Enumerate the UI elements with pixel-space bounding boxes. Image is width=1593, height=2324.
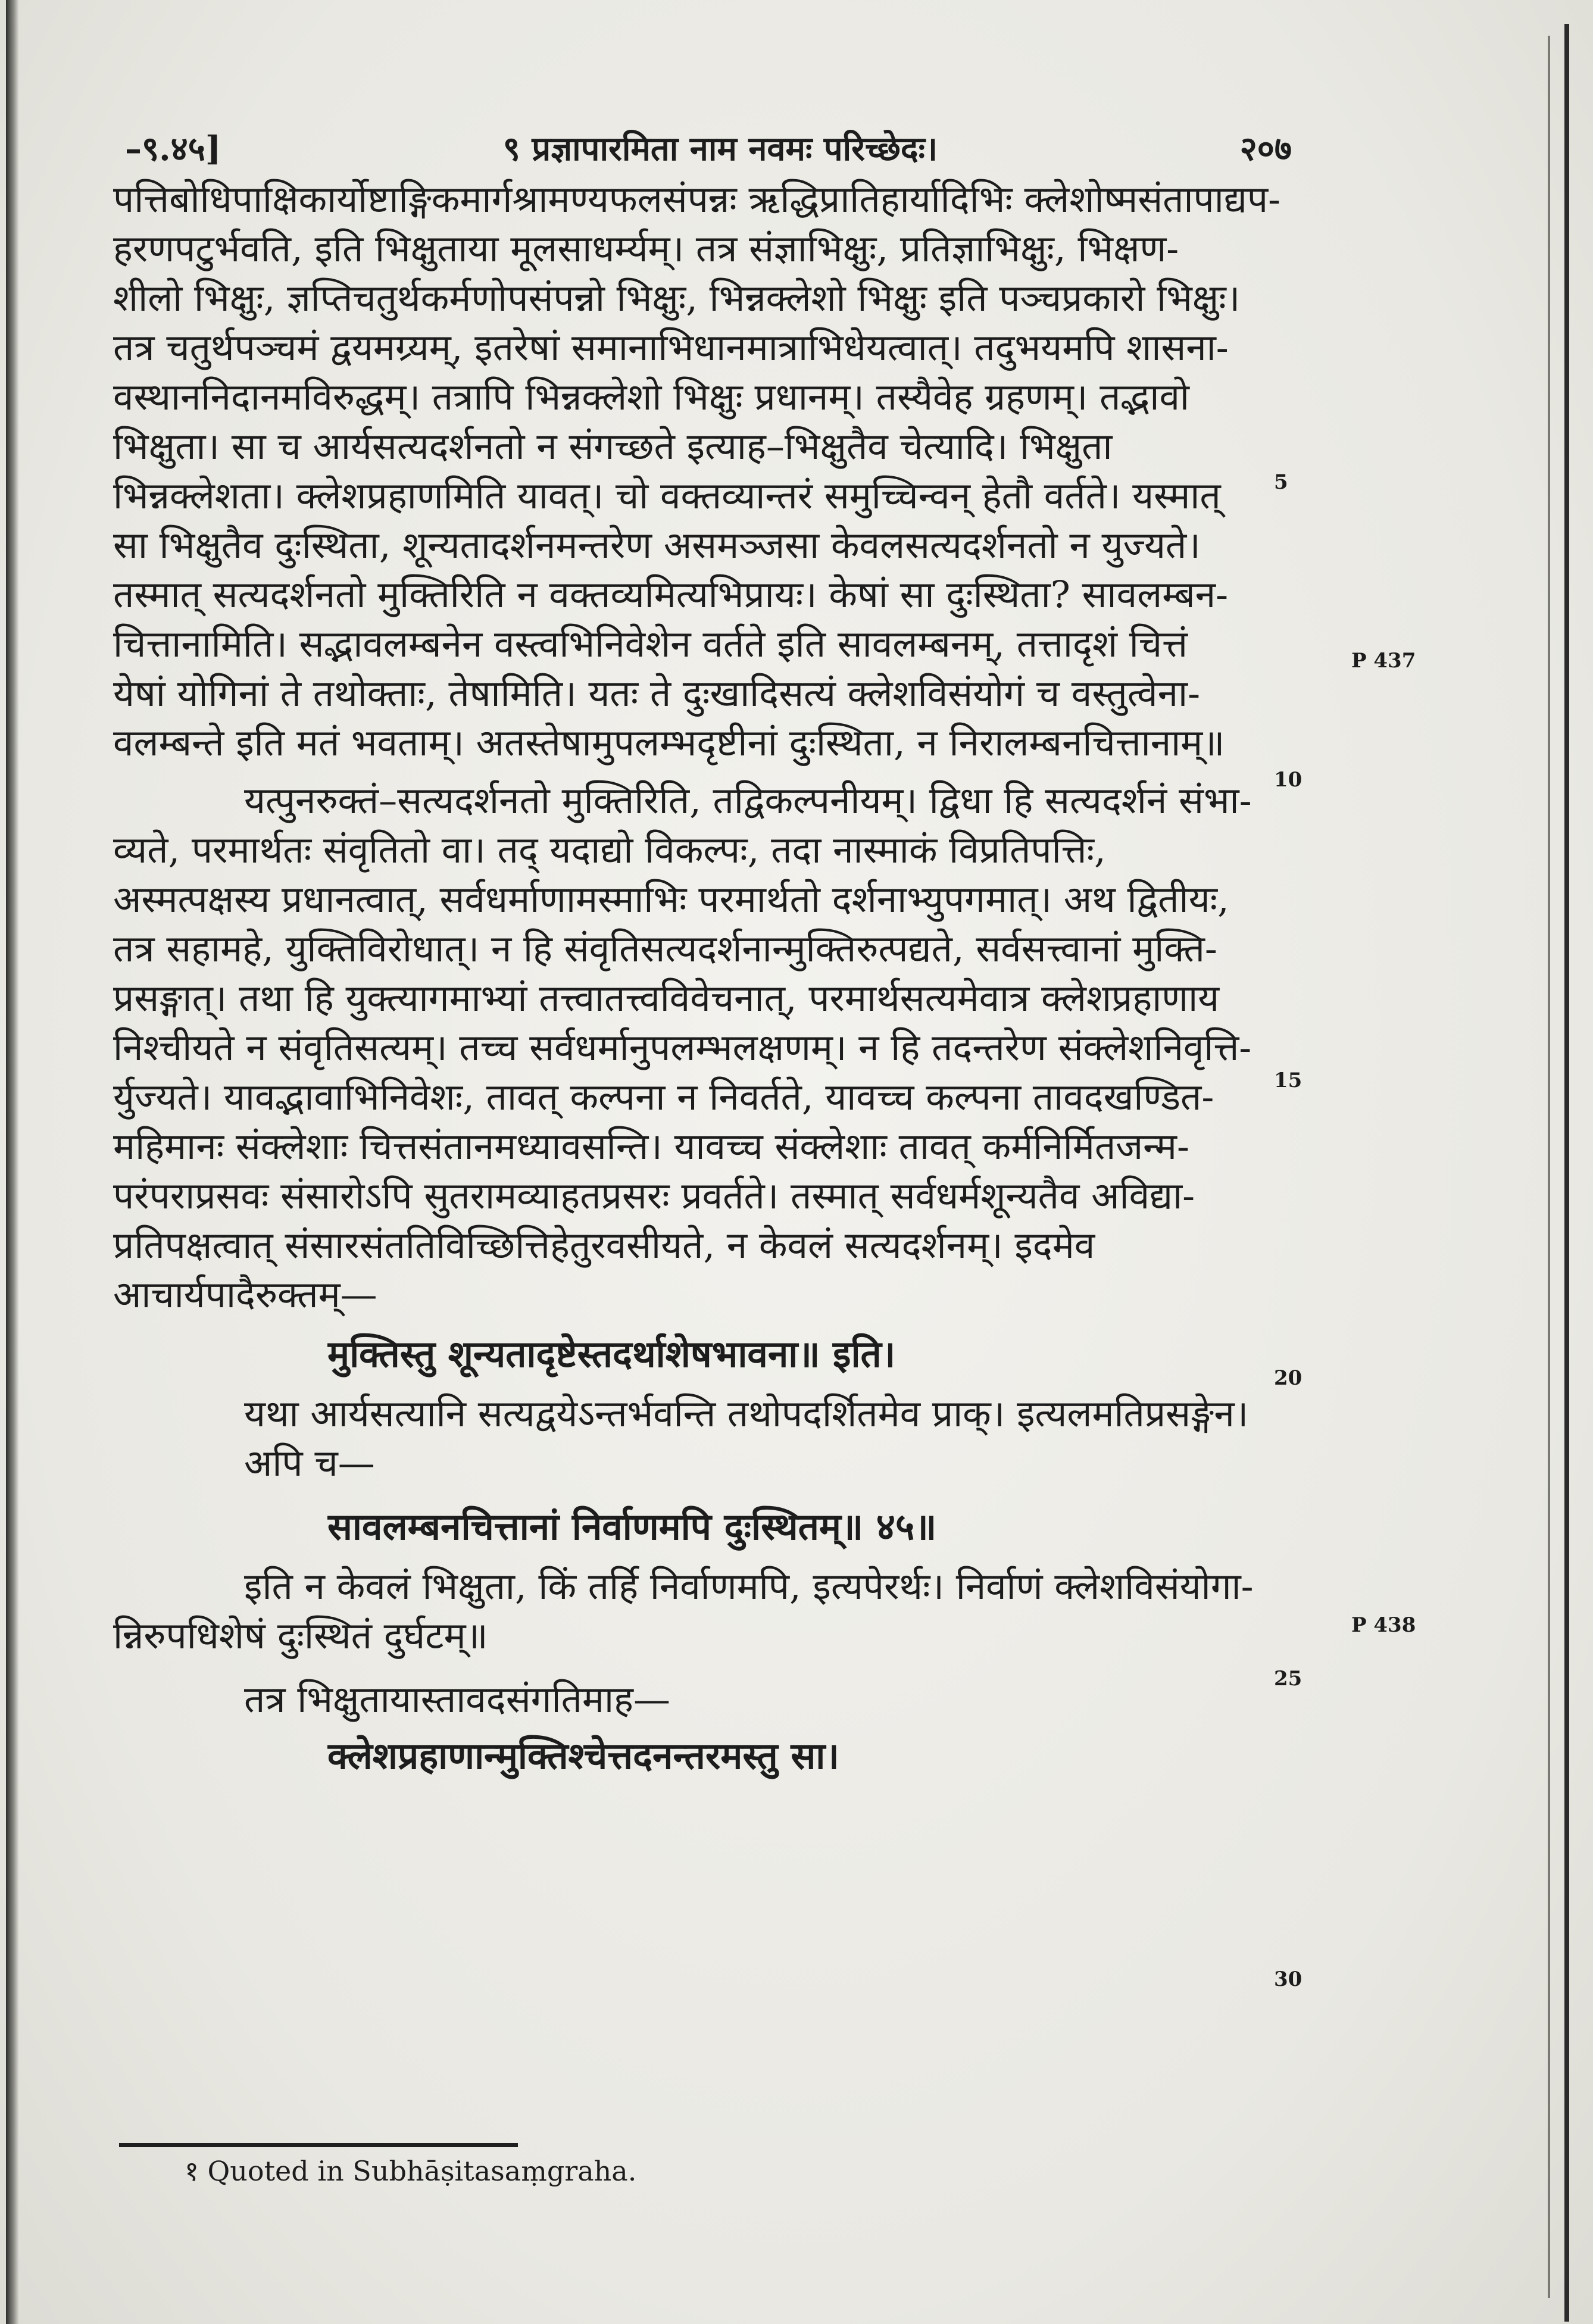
quoted-verse: मुक्तिस्तु शून्यतादृष्टेस्तदर्थाशेषभावना॥ इति। xyxy=(327,1332,896,1376)
text-line: वलम्बन्ते इति मतं भवताम्। अतस्तेषामुपलम्भदृष्टीनां दुःस्थिता, न निरालम्बनचित्तानाम्॥ xyxy=(113,721,1225,764)
margin-page-ref: P 437 xyxy=(1351,649,1416,673)
page-right-edge-shadow xyxy=(1548,36,1550,2298)
footnote: १ Quoted in Subhāṣitasaṃgraha. xyxy=(185,2155,637,2187)
text-line: निश्चीयते न संवृतिसत्यम्। तच्च सर्वधर्मानुपलम्भलक्षणम्। न हि तदन्तरेण संक्लेशनिवृत्ति- xyxy=(113,1026,1252,1069)
text-line: र्युज्यते। यावद्भावाभिनिवेशः, तावत् कल्पना न निवर्तते, यावच्च कल्पना तावदखण्डित- xyxy=(113,1075,1214,1119)
text-line: वस्थाननिदानमविरुद्धम्। तत्रापि भिन्नक्लेशो भिक्षुः प्रधानम्। तस्यैवेह ग्रहणम्। तद्भावो xyxy=(113,375,1189,418)
text-line: भिक्षुता। सा च आर्यसत्यदर्शनतो न संगच्छते इत्याह–भिक्षुतैव चेत्यादि। भिक्षुता xyxy=(113,424,1113,468)
line-number: 30 xyxy=(1274,1967,1302,1991)
line-number: 15 xyxy=(1274,1069,1302,1092)
line-number: 20 xyxy=(1274,1366,1302,1390)
text-line: तत्र भिक्षुतायास्तावदसंगतिमाह— xyxy=(244,1678,670,1721)
text-line: येषां योगिनां ते तथोक्ताः, तेषामिति। यतः ते दुःखादिसत्यं क्लेशविसंयोगं च वस्तुत्वेना- xyxy=(113,671,1201,715)
margin-page-ref: P 438 xyxy=(1351,1613,1416,1637)
text-line: तत्र सहामहे, युक्तिविरोधात्। न हि संवृतिसत्यदर्शनान्मुक्तिरुत्पद्यते, सर्वसत्त्वानां मुक्ति- xyxy=(113,927,1217,970)
page-number: २०७ xyxy=(1239,129,1292,168)
footnote-rule xyxy=(119,2143,518,2147)
root-verse: क्लेशप्रहाणान्मुक्तिश्चेत्तदनन्तरमस्तु सा। xyxy=(327,1734,839,1778)
text-line: हरणपटुर्भवति, इति भिक्षुताया मूलसाधर्म्यम्। तत्र संज्ञाभिक्षुः, प्रतिज्ञाभिक्षुः, भिक्षण- xyxy=(113,227,1179,270)
text-line: प्रसङ्गात्। तथा हि युक्त्यागमाभ्यां तत्त्वातत्त्वविवेचनात्, परमार्थसत्यमेवात्र क्लेशप्रहाणाय xyxy=(113,976,1220,1020)
text-line: तस्मात् सत्यदर्शनतो मुक्तिरिति न वक्तव्यमित्यभिप्रायः। केषां सा दुःस्थिता? सावलम्बन- xyxy=(113,573,1229,616)
text-line: यत्पुनरुक्तं–सत्यदर्शनतो मुक्तिरिति, तद्विकल्पनीयम्। द्विधा हि सत्यदर्शनं संभा- xyxy=(244,779,1252,822)
line-number: 25 xyxy=(1274,1667,1302,1691)
text-line: अपि च— xyxy=(244,1441,375,1485)
text-line: पत्तिबोधिपाक्षिकार्योष्टाङ्गिकमार्गश्रामण्यफलसंपन्नः ऋद्धिप्रातिहार्यादिभिः क्लेशोष्मसंतापाद्यप- xyxy=(113,177,1281,221)
line-number: 5 xyxy=(1274,470,1288,494)
text-line: चित्तानामिति। सद्भावलम्बनेन वस्त्वभिनिवेशेन वर्तते इति सावलम्बनम्, तत्तादृशं चित्तं xyxy=(113,622,1188,666)
text-line: शीलो भिक्षुः, ज्ञप्तिचतुर्थकर्मणोपसंपन्नो भिक्षुः, भिन्नक्लेशो भिक्षुः इति पञ्चप्रकारो भिक्षुः। xyxy=(113,276,1241,320)
text-line: परंपराप्रसवः संसारोऽपि सुतरामव्याहतप्रसरः प्रवर्तते। तस्मात् सर्वधर्मशून्यतैव अविद्या- xyxy=(113,1174,1195,1217)
root-verse: सावलम्बनचित्तानां निर्वाणमपि दुःस्थितम्॥ ४५॥ xyxy=(327,1505,937,1548)
text-line: महिमानः संक्लेशाः चित्तसंतानमध्यावसन्ति। यावच्च संक्लेशाः तावत् कर्मनिर्मितजन्म- xyxy=(113,1124,1189,1168)
text-line: प्रतिपक्षत्वात् संसारसंततिविच्छित्तिहेतुरवसीयते, न केवलं सत्यदर्शनम्। इदमेव xyxy=(113,1223,1095,1267)
text-line: व्यते, परमार्थतः संवृतितो वा। तद् यदाद्यो विकल्पः, तदा नास्माकं विप्रतिपत्तिः, xyxy=(113,828,1106,872)
text-line: यथा आर्यसत्यानि सत्यद्वयेऽन्तर्भवन्ति तथोपदर्शितमेव प्राक्। इत्यलमतिप्रसङ्गेन। xyxy=(244,1392,1249,1435)
verse-range: –९.४५] xyxy=(125,129,221,168)
text-line: अस्मत्पक्षस्य प्रधानत्वात्, सर्वधर्माणामस्माभिः परमार्थतो दर्शनाभ्युपगमात्। अथ द्वितीयः, xyxy=(113,877,1229,921)
text-line: इति न केवलं भिक्षुता, किं तर्हि निर्वाणमपि, इत्यपेरर्थः। निर्वाणं क्लेशविसंयोगा- xyxy=(244,1564,1254,1608)
chapter-title: ९ प्रज्ञापारमिता नाम नवमः परिच्छेदः। xyxy=(502,129,938,168)
running-header xyxy=(125,125,1292,179)
text-line: सा भिक्षुतैव दुःस्थिता, शून्यतादर्शनमन्तरेण असमञ्जसा केवलसत्यदर्शनतो न युज्यते। xyxy=(113,523,1201,567)
page-left-edge-shadow xyxy=(6,0,19,2324)
line-number: 10 xyxy=(1274,768,1302,792)
text-line: भिन्नक्लेशता। क्लेशप्रहाणमिति यावत्। चो वक्तव्यान्तरं समुच्चिन्वन् हेतौ वर्तते। यस्मात् xyxy=(113,474,1221,517)
text-line: तत्र चतुर्थपञ्चमं द्वयमग्र्यम्, इतरेषां समानाभिधानमात्राभिधेयत्वात्। तदुभयमपि शासना- xyxy=(113,326,1229,369)
text-line: न्निरुपधिशेषं दुःस्थितं दुर्घटम्॥ xyxy=(113,1614,488,1657)
page-right-edge xyxy=(1564,24,1569,2322)
text-line: आचार्यपादैरुक्तम्— xyxy=(113,1273,377,1316)
